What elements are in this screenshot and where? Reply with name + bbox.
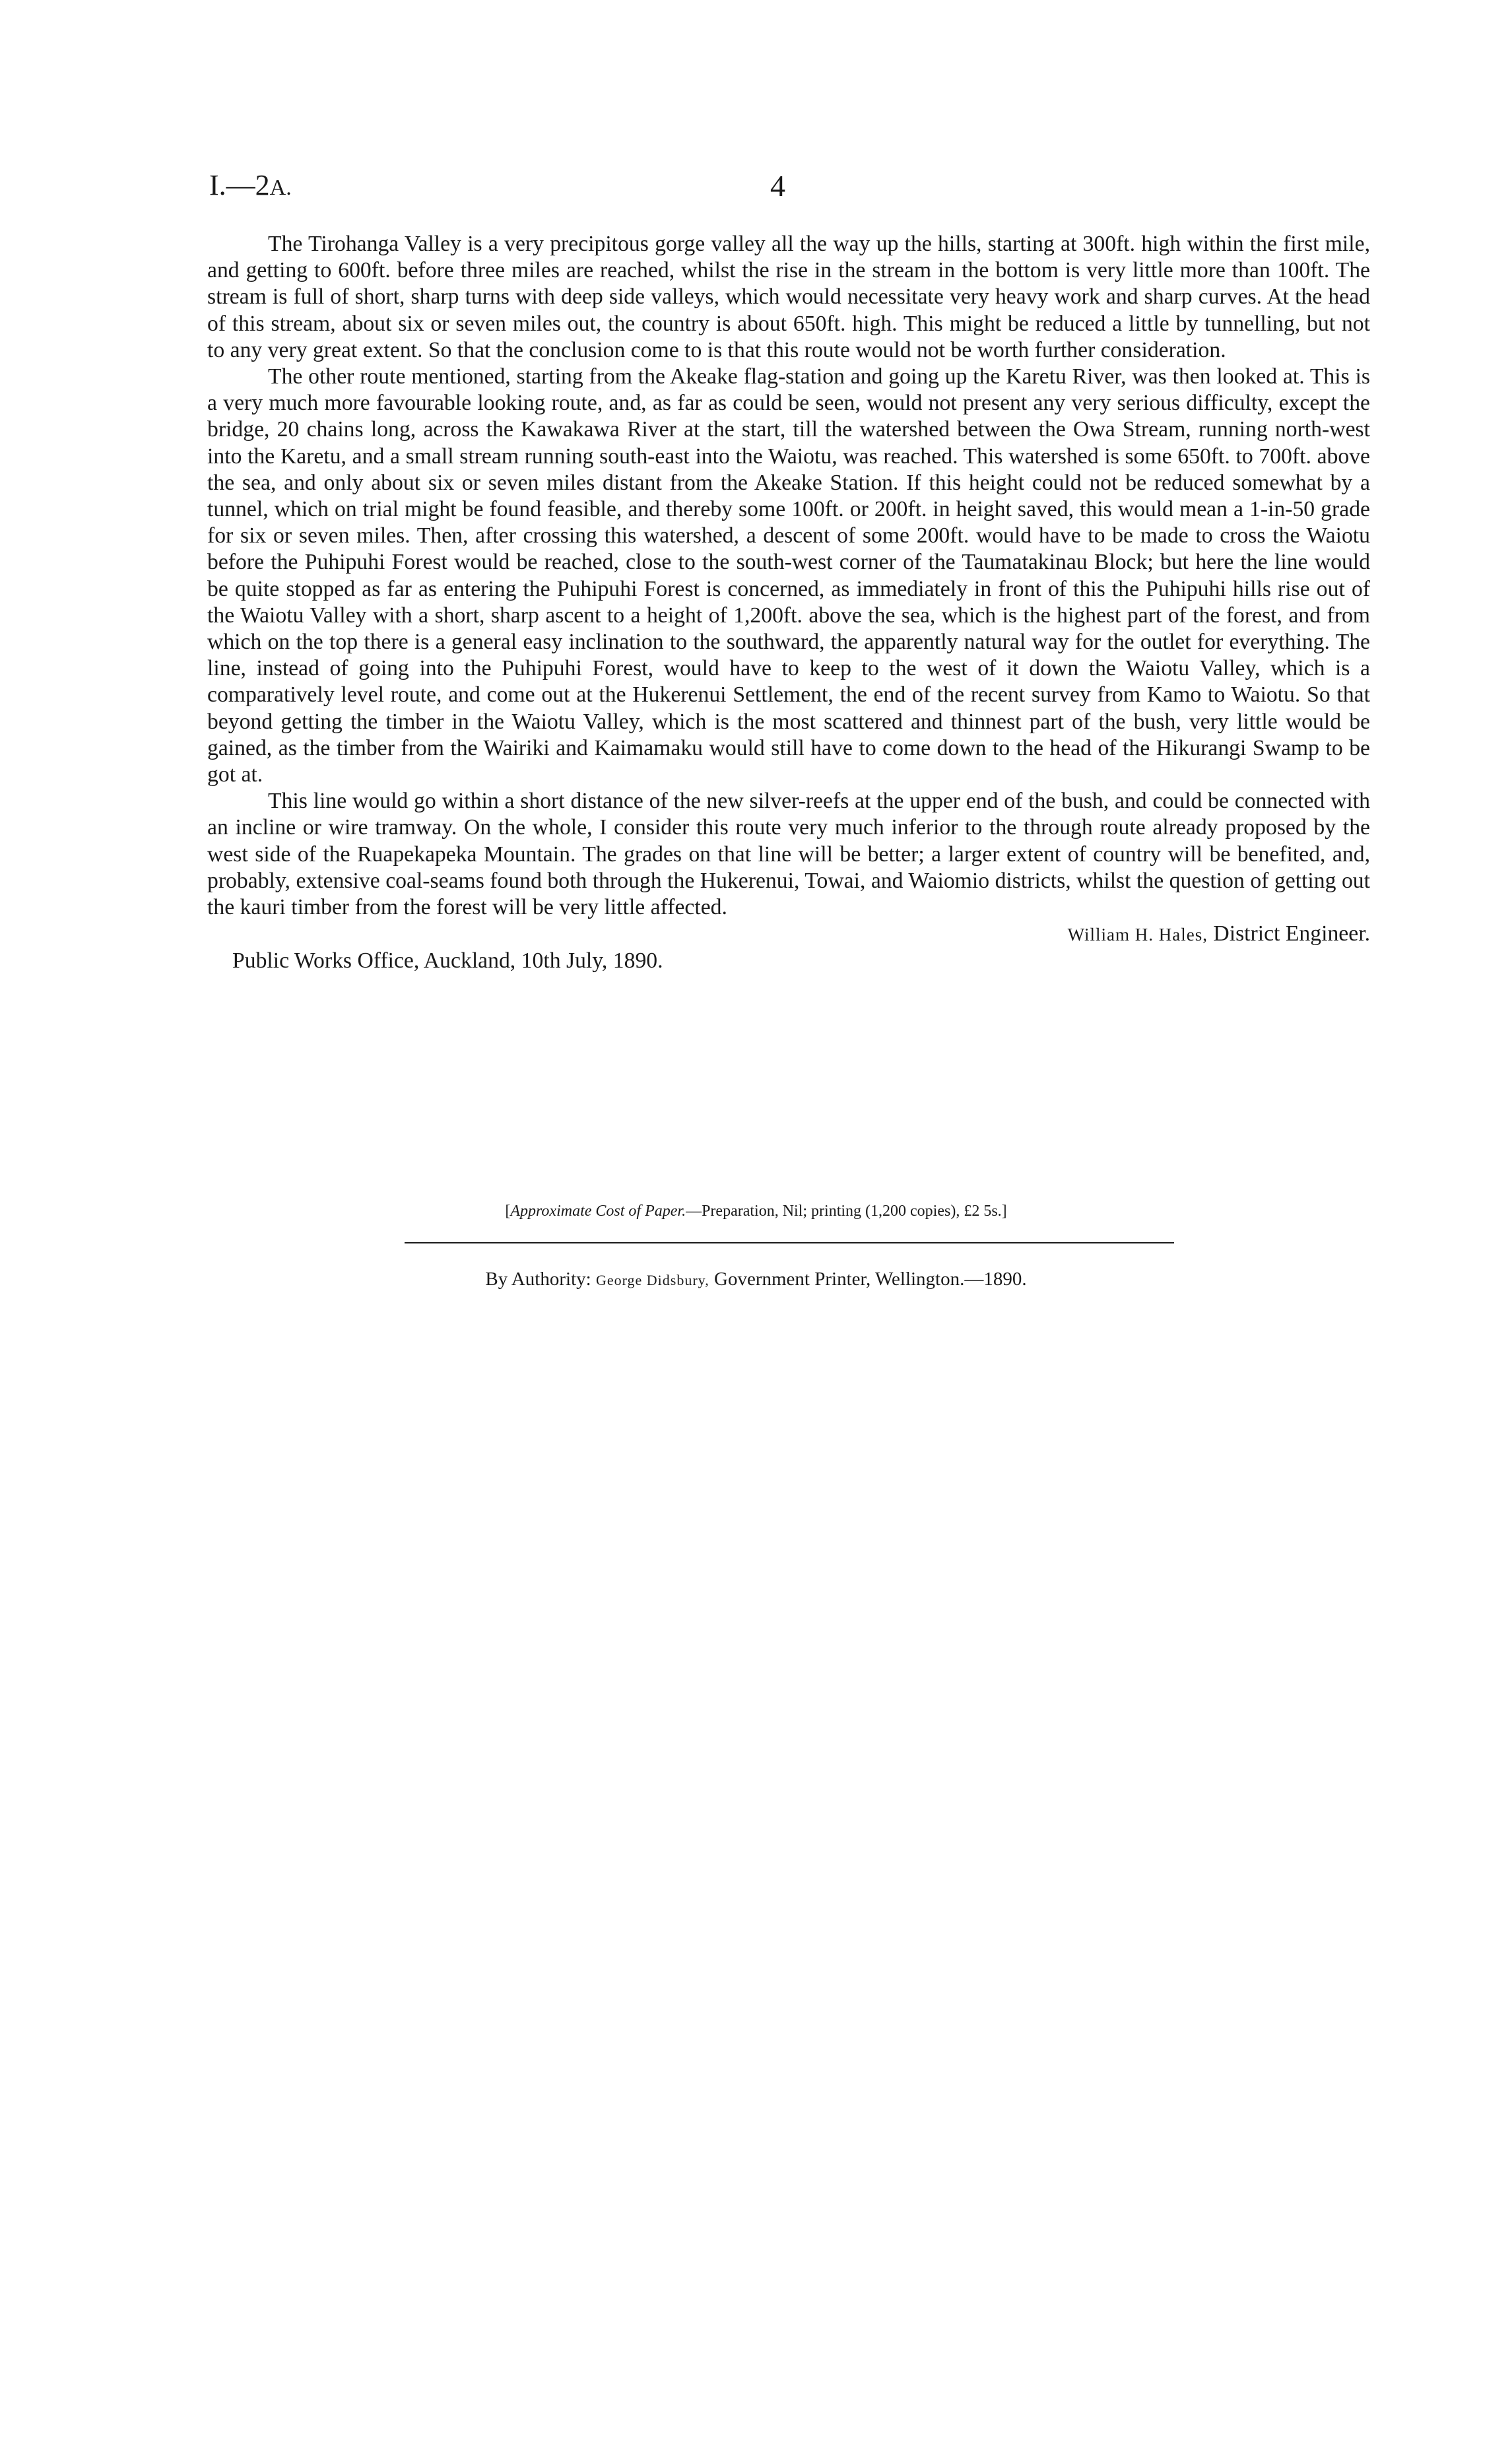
- printer-name: George Didsbury,: [595, 1272, 709, 1288]
- authority-prefix: By Authority:: [485, 1269, 596, 1290]
- paragraph-karetu-route: The other route mentioned, starting from the Akeake flag-station and going up the Karetu River, was then looked at. This is a very much more favourable looking route, and, as far as could be seen, would not present any very serious difficulty, except the bridge, 20 chains long, across the Kawakawa River at the start, till the watershed between the Owa Stream, running north-west into the Karetu, and a small stream running south-east into the Waiotu, was reached. This watershed is some 650ft. to 700ft. above the sea, and only about six or seven miles distant from the Akeake Station. If this height could not be reduced somewhat by a tunnel, which on trial might be found feasible, and thereby some 100ft. or 200ft. in height saved, this would mean a 1-in-50 grade for six or seven miles. Then, after crossing this watershed, a descent of some 200ft. would have to be made to cross the Waiotu before the Puhipuhi Forest would be reached, close to the south-west corner of the Taumatakinau Block; but here the line would be quite stopped as far as entering the Puhipuhi Forest is concerned, as immediately in front of this the Puhipuhi hills rise out of the Waiotu Valley with a short, sharp ascent to a height of 1,200ft. above the sea, which is the highest part of the forest, and from which on the top there is a general easy inclination to the southward, the apparently natural way for the outlet for everything. The line, instead of going into the Puhipuhi Forest, would have to keep to the west of it down the Waiotu Valley, which is a comparatively level route, and come out at the Hukerenui Settlement, the end of the recent survey from Kamo to Waiotu. So that beyond getting the timber in the Waiotu Valley, which is the most scattered and thinnest part of the bush, very little would be gained, as the timber from the Wairiki and Kaimamaku would still have to come down to the head of the Hikurangi Swamp to be got at.: [207, 364, 1370, 787]
- signature: [207, 921, 1370, 948]
- cost-details: —Preparation, Nil; printing (1,200 copies), £2 5s.: [686, 1203, 1002, 1220]
- dateline: Public Works Office, Auckland, 10th July, 1890.: [232, 948, 663, 974]
- printer-imprint: [0, 1269, 1512, 1290]
- series-number: [209, 168, 292, 202]
- paragraph-conclusion: This line would go within a short distance of the new silver-reefs at the upper end of the bush, and could be connected with an incline or wire tramway. On the whole, I consider this route very much inferior to the through route already proposed by the west side of the Ruapekapeka Mountain. The grades on that line will be better; a larger extent of country will be benefited, and, probably, extensive coal-seams found both through the Hukerenui, Towai, and Waiomio districts, whilst the question of getting out the kauri timber from the forest will be very little affected.: [207, 789, 1370, 920]
- cost-label: Approximate Cost of Paper.: [510, 1203, 686, 1220]
- series-main: I.—2: [209, 169, 270, 201]
- authority-suffix: Government Printer, Wellington.—1890.: [709, 1269, 1027, 1290]
- report-body: [207, 231, 1370, 975]
- cost-of-paper-note: [Approximate Cost of Paper.—Preparation, Nil; printing (1,200 copies), £2 5s.]: [505, 1203, 1007, 1220]
- signatory-name: William H. Hales,: [1067, 925, 1208, 945]
- page-header: [209, 168, 1371, 208]
- signatory-title: District Engineer.: [1207, 921, 1370, 946]
- horizontal-rule: [405, 1242, 1174, 1243]
- paragraph-tirohanga-valley: The Tirohanga Valley is a very precipitous gorge valley all the way up the hills, starting at 300ft. high within the first mile, and getting to 600ft. before three miles are reached, whilst the rise in the stream in the bottom is very little more than 100ft. The stream is full of short, sharp turns with deep side valleys, which would necessitate very heavy work and sharp curves. At the head of this stream, about six or seven miles out, the country is about 650ft. high. This might be reduced a little by tunnelling, but not to any very great extent. So that the conclusion come to is that this route would not be worth further consideration.: [207, 232, 1370, 362]
- series-suffix: A.: [269, 176, 292, 200]
- page-number: 4: [770, 169, 785, 203]
